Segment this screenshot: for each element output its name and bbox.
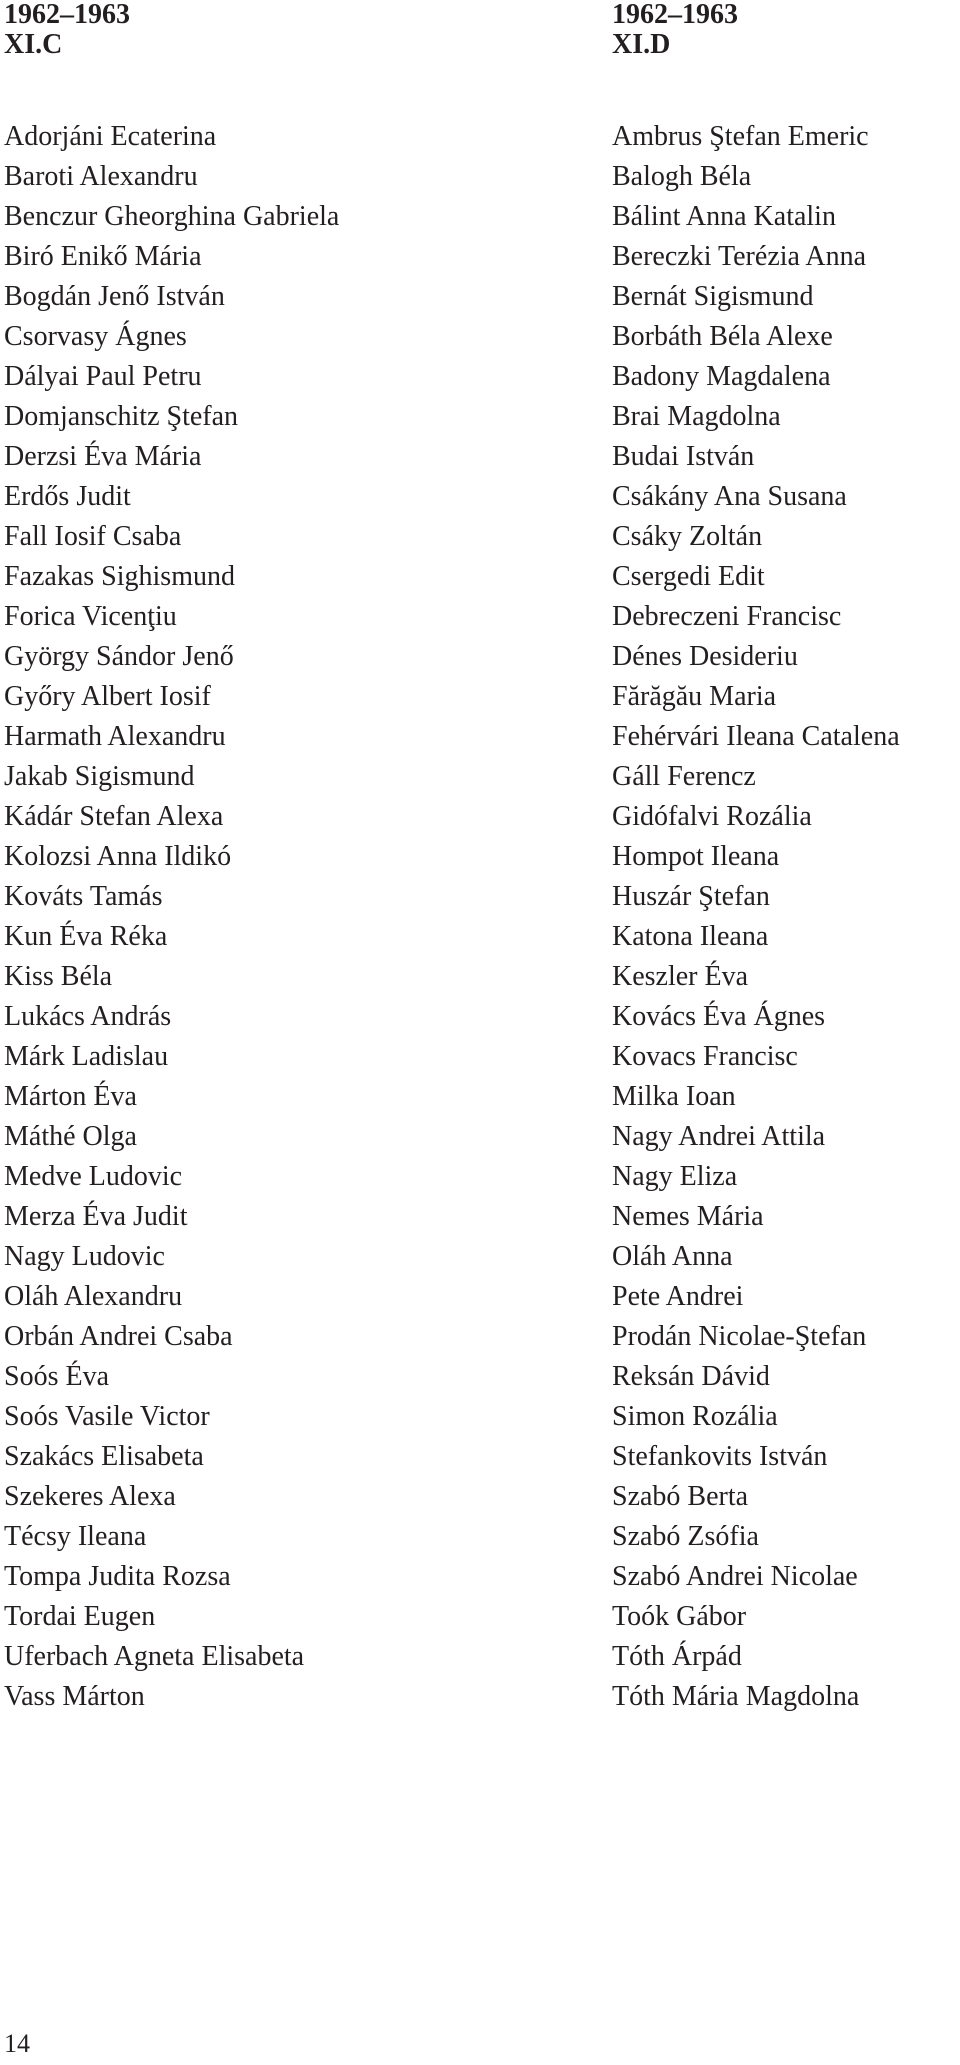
page-number: 14: [4, 2029, 30, 2058]
student-name: Kovács Éva Ágnes: [612, 1001, 826, 1032]
student-name: Ambrus Ştefan Emeric: [612, 121, 869, 152]
student-name: Stefankovits István: [612, 1441, 828, 1472]
student-name: Dénes Desideriu: [612, 641, 798, 672]
student-name: Szekeres Alexa: [4, 1481, 176, 1512]
student-name: Csorvasy Ágnes: [4, 321, 187, 352]
student-list: [4, 117, 339, 1717]
student-name: Oláh Anna: [612, 1241, 733, 1272]
student-name: Nagy Andrei Attila: [612, 1121, 826, 1152]
student-name: Csergedi Edit: [612, 561, 765, 592]
student-name: Técsy Ileana: [4, 1521, 147, 1552]
student-name: Szabó Andrei Nicolae: [612, 1561, 858, 1592]
student-name: Katona Ileana: [612, 921, 769, 952]
student-name: Nagy Eliza: [612, 1161, 738, 1192]
student-name: Csákány Ana Susana: [612, 481, 847, 512]
student-name: Tompa Judita Rozsa: [4, 1561, 231, 1592]
student-name: Medve Ludovic: [4, 1161, 183, 1192]
student-name: György Sándor Jenő: [4, 641, 234, 672]
student-name: Tóth Mária Magdolna: [612, 1681, 860, 1712]
student-name: Márton Éva: [4, 1081, 137, 1112]
student-name: Fazakas Sighismund: [4, 561, 235, 592]
student-name: Vass Márton: [4, 1681, 145, 1712]
class-column-right: [612, 0, 900, 1717]
student-name: Fall Iosif Csaba: [4, 521, 182, 552]
student-name: Erdős Judit: [4, 481, 131, 512]
student-name: Oláh Alexandru: [4, 1281, 183, 1312]
student-name: Badony Magdalena: [612, 361, 831, 392]
student-name: Jakab Sigismund: [4, 761, 195, 792]
student-name: Csáky Zoltán: [612, 521, 763, 552]
student-name: Huszár Ştefan: [612, 881, 770, 912]
student-name: Hompot Ileana: [612, 841, 780, 872]
student-name: Gáll Ferencz: [612, 761, 756, 792]
student-name: Gidófalvi Rozália: [612, 801, 812, 832]
school-year-heading: 1962–1963: [612, 0, 738, 30]
student-name: Baroti Alexandru: [4, 161, 198, 192]
student-name: Simon Rozália: [612, 1401, 778, 1432]
student-name: Reksán Dávid: [612, 1361, 770, 1392]
student-name: Máthé Olga: [4, 1121, 137, 1152]
student-name: Balogh Béla: [612, 161, 752, 192]
student-name: Márk Ladislau: [4, 1041, 169, 1072]
student-name: Kovacs Francisc: [612, 1041, 798, 1072]
student-name: Brai Magdolna: [612, 401, 781, 432]
student-name: Soós Vasile Victor: [4, 1401, 210, 1432]
student-name: Bogdán Jenő István: [4, 281, 225, 312]
student-name: Forica Vicenţiu: [4, 601, 177, 632]
student-name: Merza Éva Judit: [4, 1201, 188, 1232]
student-name: Lukács András: [4, 1001, 172, 1032]
student-name: Domjanschitz Ştefan: [4, 401, 239, 432]
student-name: Toók Gábor: [612, 1601, 747, 1632]
student-name: Szabó Berta: [612, 1481, 749, 1512]
student-name: Borbáth Béla Alexe: [612, 321, 833, 352]
student-name: Soós Éva: [4, 1361, 109, 1392]
student-name: Kiss Béla: [4, 961, 113, 992]
class-column-left: [4, 0, 339, 1717]
student-name: Szakács Elisabeta: [4, 1441, 204, 1472]
student-name: Prodán Nicolae-Ştefan: [612, 1321, 867, 1352]
student-name: Biró Enikő Mária: [4, 241, 202, 272]
student-name: Győry Albert Iosif: [4, 681, 211, 712]
student-name: Nagy Ludovic: [4, 1241, 165, 1272]
student-name: Uferbach Agneta Elisabeta: [4, 1641, 305, 1672]
student-name: Kádár Stefan Alexa: [4, 801, 224, 832]
school-year-heading: 1962–1963: [4, 0, 130, 30]
student-name: Bálint Anna Katalin: [612, 201, 836, 232]
student-name: Szabó Zsófia: [612, 1521, 759, 1552]
student-name: Harmath Alexandru: [4, 721, 226, 752]
student-name: Bereczki Terézia Anna: [612, 241, 867, 272]
student-name: Nemes Mária: [612, 1201, 764, 1232]
student-name: Kun Éva Réka: [4, 921, 168, 952]
student-name: Kolozsi Anna Ildikó: [4, 841, 232, 872]
student-name: Pete Andrei: [612, 1281, 744, 1312]
student-name: Kováts Tamás: [4, 881, 163, 912]
class-heading: XI.C: [4, 29, 63, 60]
student-name: Orbán Andrei Csaba: [4, 1321, 233, 1352]
student-name: Tordai Eugen: [4, 1601, 156, 1632]
student-name: Fărăgău Maria: [612, 681, 777, 712]
student-name: Adorjáni Ecaterina: [4, 121, 217, 152]
student-name: Milka Ioan: [612, 1081, 736, 1112]
student-name: Bernát Sigismund: [612, 281, 814, 312]
class-heading: XI.D: [612, 29, 671, 60]
student-name: Keszler Éva: [612, 961, 749, 992]
student-name: Fehérvári Ileana Catalena: [612, 721, 900, 752]
student-name: Budai István: [612, 441, 755, 472]
student-name: Debreczeni Francisc: [612, 601, 842, 632]
student-list: [612, 117, 900, 1717]
student-name: Derzsi Éva Mária: [4, 441, 202, 472]
student-name: Dályai Paul Petru: [4, 361, 202, 392]
student-name: Benczur Gheorghina Gabriela: [4, 201, 340, 232]
student-name: Tóth Árpád: [612, 1641, 742, 1672]
